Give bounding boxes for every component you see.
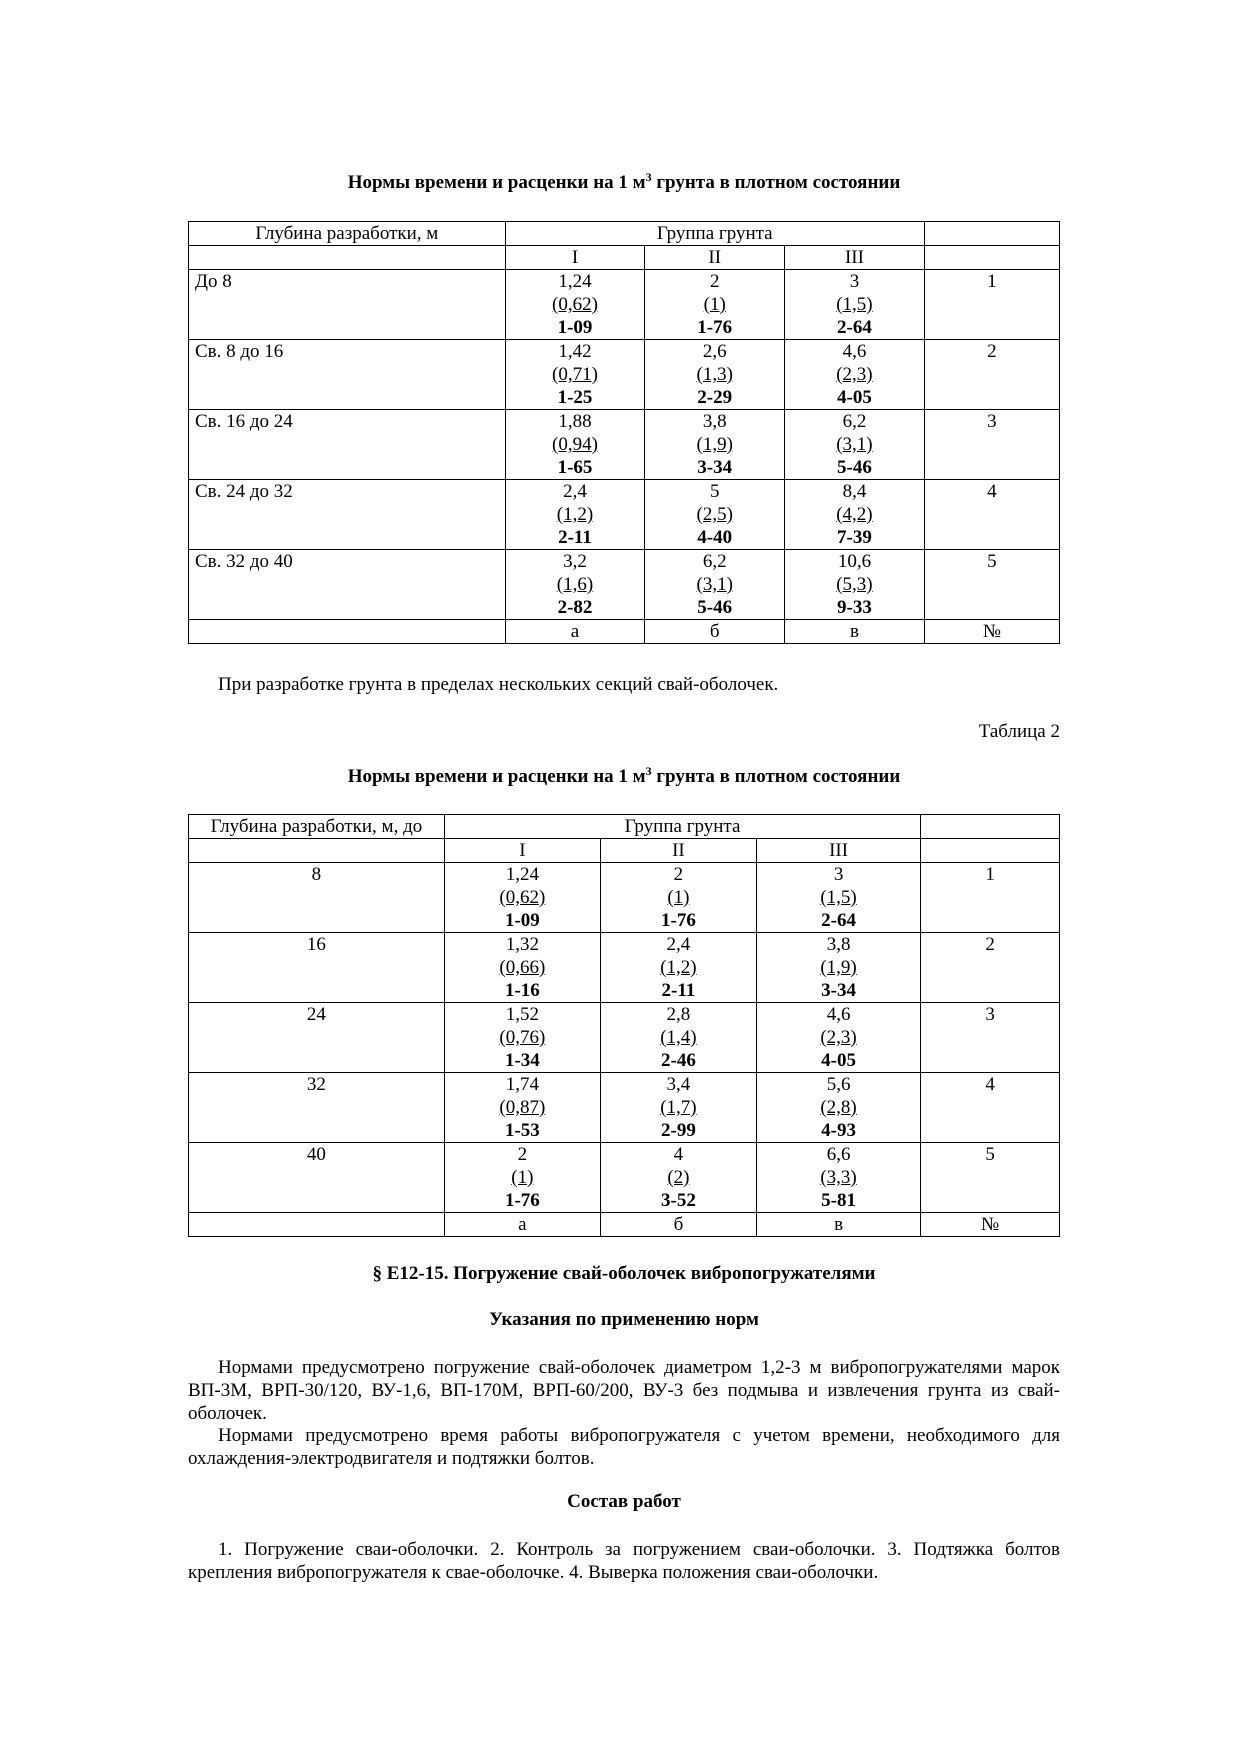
crew-norm: (0,87): [499, 1097, 546, 1118]
time-norm: 4,6: [842, 341, 867, 362]
empty-header-cell: [921, 815, 1060, 839]
table-row: [189, 270, 1060, 340]
table-row: [189, 863, 1060, 933]
rate-value: 1-09: [504, 910, 540, 931]
table-row: [189, 550, 1060, 620]
crew-norm-line: [791, 503, 918, 526]
norms-table-1: [188, 221, 1060, 644]
table2-title-text-end: грунта в плотном состоянии: [651, 766, 901, 787]
column-letter: а: [444, 1213, 600, 1237]
norm-cell: [756, 1003, 920, 1073]
rate-value: 4-05: [821, 1050, 856, 1071]
table-row: [189, 340, 1060, 410]
crew-norm-line: [607, 1166, 750, 1189]
crew-norm-line: [451, 1166, 594, 1189]
norm-cell: [600, 933, 756, 1003]
column-letter: а: [505, 620, 645, 644]
rate-value: 5-46: [697, 597, 733, 618]
depth-cell: 32: [189, 1073, 445, 1143]
crew-norm: (3,1): [696, 574, 733, 595]
group-3-header: III: [756, 839, 920, 863]
time-norm: 1,52: [505, 1004, 539, 1025]
composition-title: Состав работ: [567, 1491, 681, 1512]
norm-cell: [600, 1073, 756, 1143]
table1-title-text: Нормы времени и расценки на 1 м: [347, 172, 646, 193]
rate-value: 4-93: [821, 1120, 856, 1141]
crew-norm-line: [607, 886, 750, 909]
norm-cell: [505, 550, 645, 620]
norm-cell: [785, 550, 925, 620]
table-subheader-row: [189, 839, 1060, 863]
norm-cell: [505, 410, 645, 480]
group-header: Группа грунта: [505, 222, 924, 246]
rate-value: 7-39: [837, 527, 872, 548]
table1-body: [189, 222, 1060, 644]
crew-norm-line: [512, 433, 639, 456]
rate-value: 5-46: [837, 457, 872, 478]
crew-norm-line: [607, 956, 750, 979]
rate-value: 2-64: [821, 910, 856, 931]
empty-subheader-cell: [921, 839, 1060, 863]
norm-cell: [505, 480, 645, 550]
empty-footer-cell: [189, 1213, 445, 1237]
norm-cell: [756, 1143, 920, 1213]
crew-norm: (1,7): [660, 1097, 697, 1118]
rate-value: 3-52: [661, 1190, 696, 1211]
rate-value: 1-53: [504, 1120, 540, 1141]
group-3-header: III: [785, 246, 925, 270]
norm-cell: [444, 933, 600, 1003]
column-letter: №: [924, 620, 1059, 644]
crew-norm-line: [451, 956, 594, 979]
rate-value: 2-11: [558, 527, 592, 548]
column-letter: б: [600, 1213, 756, 1237]
time-norm: 3,8: [826, 934, 851, 955]
rate-value: 1-76: [504, 1190, 540, 1211]
crew-norm-line: [651, 503, 778, 526]
rate-value: 1-34: [504, 1050, 540, 1071]
crew-norm-line: [763, 956, 914, 979]
rate-value: 1-76: [661, 910, 696, 931]
row-number: 2: [921, 933, 1060, 1003]
crew-norm: (1,2): [556, 504, 594, 525]
row-number: 3: [921, 1003, 1060, 1073]
column-letter: в: [785, 620, 925, 644]
time-norm: 1,32: [505, 934, 539, 955]
row-number: 3: [924, 410, 1059, 480]
crew-norm: (1,6): [556, 574, 594, 595]
norm-cell: [505, 340, 645, 410]
crew-norm-line: [451, 886, 594, 909]
norm-cell: [785, 480, 925, 550]
rate-value: 2-29: [697, 387, 733, 408]
norm-cell: [785, 410, 925, 480]
table-row: [189, 1143, 1060, 1213]
depth-cell: До 8: [189, 270, 506, 340]
time-norm: 2,8: [666, 1004, 691, 1025]
crew-norm: (2,8): [820, 1097, 857, 1118]
crew-norm: (1,9): [820, 957, 857, 978]
crew-norm-line: [607, 1096, 750, 1119]
depth-cell: 24: [189, 1003, 445, 1073]
row-number: 4: [924, 480, 1059, 550]
group-2-header: II: [645, 246, 785, 270]
time-norm: 1,24: [505, 864, 539, 885]
time-norm: 3,8: [702, 411, 727, 432]
time-norm: 6,2: [702, 551, 727, 572]
table-row: [189, 1073, 1060, 1143]
row-number: 5: [921, 1143, 1060, 1213]
crew-norm: (0,94): [552, 434, 598, 455]
group-1-header: I: [505, 246, 645, 270]
row-number: 4: [921, 1073, 1060, 1143]
norm-cell: [645, 480, 785, 550]
crew-norm: (0,76): [499, 1027, 546, 1048]
time-norm: 2: [673, 864, 684, 885]
time-norm: 2,4: [666, 934, 691, 955]
crew-norm-line: [451, 1026, 594, 1049]
norm-cell: [505, 270, 645, 340]
table-row: [189, 480, 1060, 550]
column-letter: в: [756, 1213, 920, 1237]
crew-norm-line: [651, 573, 778, 596]
rate-value: 3-34: [821, 980, 856, 1001]
group-1-header: I: [444, 839, 600, 863]
table1-title: [188, 172, 1060, 194]
group-2-header: II: [600, 839, 756, 863]
crew-norm: (0,71): [552, 364, 598, 385]
crew-norm: (1): [703, 294, 726, 315]
crew-norm-line: [512, 363, 639, 386]
table1-title-text-end: грунта в плотном состоянии: [651, 172, 901, 193]
crew-norm: (3,1): [836, 434, 873, 455]
rate-value: 2-46: [661, 1050, 696, 1071]
crew-norm: (1,5): [820, 887, 857, 908]
time-norm: 1,42: [558, 341, 592, 362]
norm-cell: [645, 270, 785, 340]
crew-norm: (1): [667, 887, 690, 908]
crew-norm-line: [607, 1026, 750, 1049]
table-header-row: [189, 815, 1060, 839]
time-norm: 8,4: [842, 481, 867, 502]
crew-norm-line: [512, 573, 639, 596]
norm-cell: [645, 410, 785, 480]
norm-cell: [444, 1073, 600, 1143]
rate-value: 1-09: [557, 317, 593, 338]
norm-cell: [444, 1143, 600, 1213]
empty-footer-cell: [189, 620, 506, 644]
rate-value: 2-82: [557, 597, 593, 618]
crew-norm: (4,2): [836, 504, 873, 525]
rate-value: 9-33: [837, 597, 872, 618]
crew-norm: (1,9): [696, 434, 733, 455]
norm-cell: [444, 1003, 600, 1073]
empty-subheader-cell: [924, 246, 1059, 270]
depth-header: Глубина разработки, м, до: [189, 815, 445, 839]
norm-cell: [600, 863, 756, 933]
time-norm: 5: [709, 481, 720, 502]
table2-title: [188, 766, 1060, 788]
time-norm: 10,6: [837, 551, 872, 572]
time-norm: 3,4: [666, 1074, 691, 1095]
norm-cell: [645, 550, 785, 620]
section-title: § Е12-15. Погружение свай-оболочек вибропогружателями: [372, 1263, 876, 1284]
time-norm: 2,4: [563, 481, 587, 502]
norm-cell: [600, 1003, 756, 1073]
table1-note: При разработке грунта в пределах нескольких секций свай-оболочек.: [218, 674, 779, 695]
rate-value: 3-34: [697, 457, 733, 478]
table2-body: [189, 815, 1060, 1237]
depth-cell: 40: [189, 1143, 445, 1213]
time-norm: 3: [833, 864, 844, 885]
table2-label: Таблица 2: [978, 721, 1060, 742]
guidelines-paragraph-1: Нормами предусмотрено погружение свай-оболочек диаметром 1,2-3 м вибропогружателями марок ВП-3М, ВРП-30/120, ВУ-1,6, ВП-170М, ВРП-60/200, ВУ-3 без подмыва и извлечения грунта из свай-оболочек.: [188, 1357, 1060, 1424]
crew-norm-line: [791, 293, 918, 316]
depth-cell: 16: [189, 933, 445, 1003]
time-norm: 4,6: [826, 1004, 851, 1025]
crew-norm-line: [651, 433, 778, 456]
crew-norm: (1): [511, 1167, 534, 1188]
time-norm: 5,6: [826, 1074, 851, 1095]
crew-norm: (1,5): [836, 294, 873, 315]
row-number: 2: [924, 340, 1059, 410]
table2-title-text: Нормы времени и расценки на 1 м: [347, 766, 646, 787]
row-number: 1: [921, 863, 1060, 933]
depth-cell: Св. 32 до 40: [189, 550, 506, 620]
norm-cell: [785, 270, 925, 340]
rate-value: 2-99: [661, 1120, 696, 1141]
table1-title-sup: 3: [645, 170, 652, 184]
table-footer-row: [189, 1213, 1060, 1237]
empty-header-cell: [924, 222, 1059, 246]
column-letter: №: [921, 1213, 1060, 1237]
crew-norm-line: [451, 1096, 594, 1119]
time-norm: 6,2: [842, 411, 867, 432]
norm-cell: [756, 1073, 920, 1143]
crew-norm: (2,3): [820, 1027, 857, 1048]
crew-norm-line: [651, 363, 778, 386]
crew-norm-line: [791, 363, 918, 386]
crew-norm-line: [763, 886, 914, 909]
rate-value: 1-76: [697, 317, 733, 338]
time-norm: 6,6: [826, 1144, 851, 1165]
crew-norm: (0,66): [499, 957, 546, 978]
crew-norm-line: [512, 293, 639, 316]
crew-norm: (2,3): [836, 364, 873, 385]
rate-value: 5-81: [821, 1190, 856, 1211]
rate-value: 4-40: [697, 527, 733, 548]
rate-value: 4-05: [837, 387, 872, 408]
row-number: 1: [924, 270, 1059, 340]
norm-cell: [756, 933, 920, 1003]
norm-cell: [756, 863, 920, 933]
time-norm: 2,6: [702, 341, 727, 362]
crew-norm-line: [512, 503, 639, 526]
composition-paragraph: 1. Погружение сваи-оболочки. 2. Контроль за погружением сваи-оболочки. 3. Подтяжка болтов крепления вибропогружателя к свае-оболочке. 4. Выверка положения сваи-оболочки.: [188, 1539, 1060, 1583]
rate-value: 2-64: [837, 317, 872, 338]
crew-norm: (1,4): [660, 1027, 697, 1048]
crew-norm: (2,5): [696, 504, 733, 525]
crew-norm: (5,3): [836, 574, 873, 595]
crew-norm: (0,62): [499, 887, 546, 908]
table-row: [189, 1003, 1060, 1073]
table-subheader-row: [189, 246, 1060, 270]
crew-norm: (1,2): [660, 957, 697, 978]
norm-cell: [645, 340, 785, 410]
crew-norm-line: [791, 573, 918, 596]
norm-cell: [600, 1143, 756, 1213]
norm-cell: [444, 863, 600, 933]
table-row: [189, 410, 1060, 480]
row-number: 5: [924, 550, 1059, 620]
depth-cell: Св. 8 до 16: [189, 340, 506, 410]
guidelines-paragraph-2: Нормами предусмотрено время работы вибропогружателя с учетом времени, необходимого для охлаждения-электродвигателя и подтяжки болтов.: [188, 1425, 1060, 1469]
rate-value: 1-65: [557, 457, 593, 478]
norms-table-2: [188, 814, 1060, 1237]
norm-cell: [785, 340, 925, 410]
column-letter: б: [645, 620, 785, 644]
empty-subheader-cell: [189, 246, 506, 270]
crew-norm-line: [763, 1166, 914, 1189]
crew-norm-line: [763, 1026, 914, 1049]
crew-norm: (2): [667, 1167, 690, 1188]
crew-norm: (0,62): [552, 294, 598, 315]
time-norm: 3: [849, 271, 860, 292]
time-norm: 1,88: [558, 411, 592, 432]
time-norm: 2: [709, 271, 720, 292]
time-norm: 2: [517, 1144, 528, 1165]
crew-norm: (1,3): [696, 364, 733, 385]
table-row: [189, 933, 1060, 1003]
crew-norm-line: [791, 433, 918, 456]
crew-norm-line: [763, 1096, 914, 1119]
rate-value: 1-25: [557, 387, 593, 408]
empty-subheader-cell: [189, 839, 445, 863]
time-norm: 4: [673, 1144, 684, 1165]
rate-value: 2-11: [661, 980, 696, 1001]
rate-value: 1-16: [504, 980, 540, 1001]
depth-cell: Св. 24 до 32: [189, 480, 506, 550]
time-norm: 3,2: [563, 551, 587, 572]
table2-title-sup: 3: [645, 764, 652, 778]
depth-header: Глубина разработки, м: [189, 222, 506, 246]
depth-cell: Св. 16 до 24: [189, 410, 506, 480]
crew-norm: (3,3): [820, 1167, 857, 1188]
table-header-row: [189, 222, 1060, 246]
time-norm: 1,74: [505, 1074, 539, 1095]
time-norm: 1,24: [558, 271, 592, 292]
crew-norm-line: [651, 293, 778, 316]
table-footer-row: [189, 620, 1060, 644]
depth-cell: 8: [189, 863, 445, 933]
guidelines-title: Указания по применению норм: [489, 1309, 759, 1330]
group-header: Группа грунта: [444, 815, 920, 839]
